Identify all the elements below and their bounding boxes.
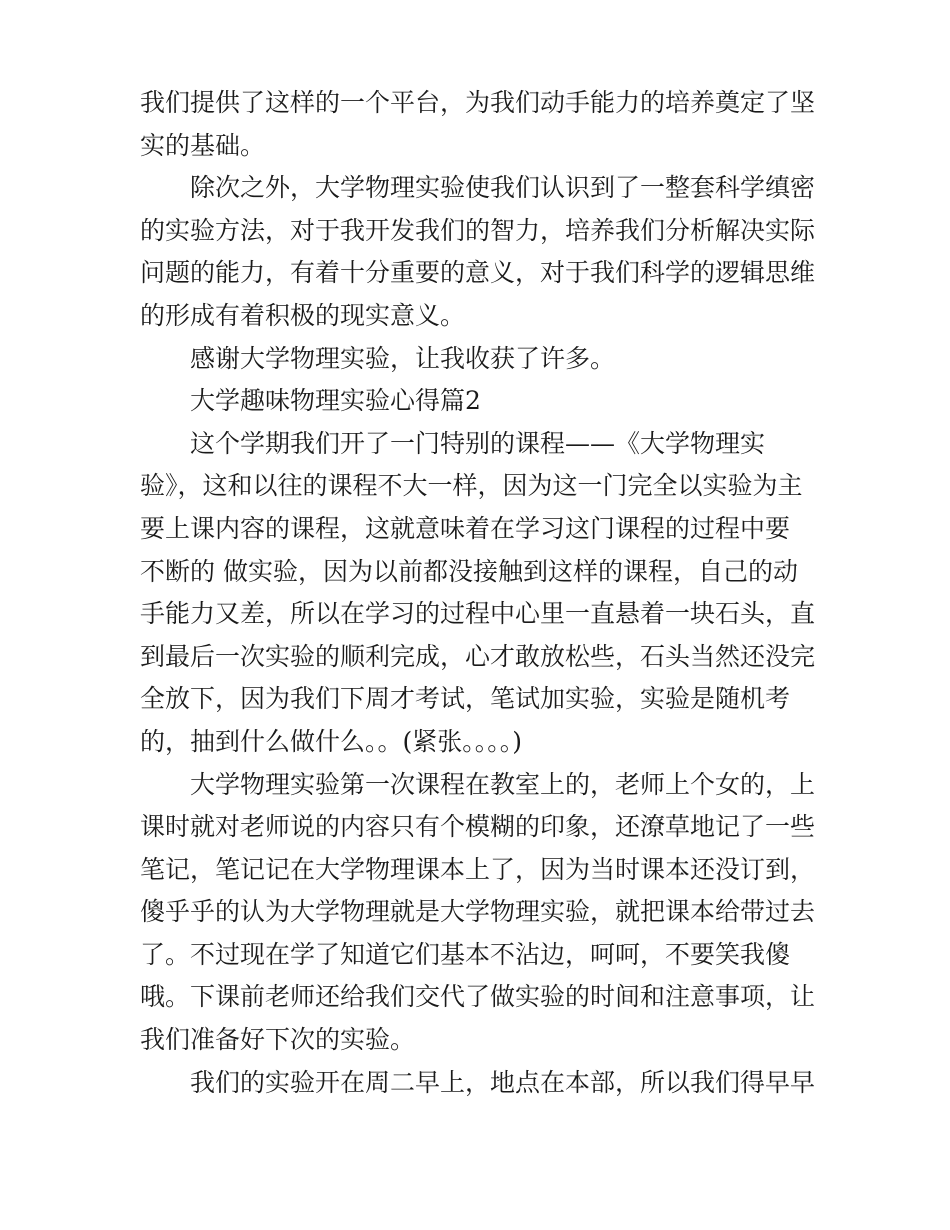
- text-line: 的实验方法，对于我开发我们的智力，培养我们分析解决实际: [140, 215, 816, 245]
- text-line: 我们准备好下次的实验。: [140, 1025, 416, 1055]
- text-line: 的，抽到什么做什么。。(紧张。。。。): [140, 726, 523, 756]
- text-line: 大学物理实验第一次课程在教室上的，老师上个女的，上: [190, 769, 816, 799]
- text-line: 要上课内容的课程，这就意味着在学习这门课程的过程中要: [140, 513, 791, 543]
- text-line: 问题的能力，有着十分重要的意义，对于我们科学的逻辑思维: [140, 258, 816, 288]
- text-line: 我们的实验开在周二早上，地点在本部，所以我们得早早: [190, 1067, 816, 1097]
- text-line: 全放下，因为我们下周才考试，笔试加实验，实验是随机考: [140, 684, 791, 714]
- text-line: 手能力又差，所以在学习的过程中心里一直悬着一块石头，直: [140, 599, 816, 629]
- text-line: 感谢大学物理实验，让我收获了许多。: [190, 343, 616, 373]
- text-line: 大学趣味物理实验心得篇2: [190, 386, 481, 416]
- document-body: [140, 82, 816, 1104]
- text-line: 除次之外，大学物理实验使我们认识到了一整套科学缜密: [190, 173, 816, 203]
- text-line: 了。不过现在学了知道它们基本不沾边，呵呵，不要笑我傻: [140, 939, 791, 969]
- text-line: 课时就对老师说的内容只有个模糊的印象，还潦草地记了一些: [140, 812, 816, 842]
- text-line: 到最后一次实验的顺利完成，心才敢放松些，石头当然还没完: [140, 641, 816, 671]
- text-line: 验》，这和以往的课程不大一样，因为这一门完全以实验为主: [140, 471, 803, 501]
- text-line: 的形成有着积极的现实意义。: [140, 300, 466, 330]
- text-line: 哦。下课前老师还给我们交代了做实验的时间和注意事项，让: [140, 982, 816, 1012]
- text-line: 我们提供了这样的一个平台，为我们动手能力的培养奠定了坚: [140, 88, 816, 117]
- text-line: 不断的 做实验，因为以前都没接触到这样的课程，自己的动: [140, 556, 798, 586]
- text-line: 实的基础。: [140, 130, 266, 160]
- text-line: 傻乎乎的认为大学物理就是大学物理实验，就把课本给带过去: [140, 897, 816, 927]
- text-line: 这个学期我们开了一门特别的课程——《大学物理实: [190, 428, 766, 458]
- text-line: 笔记，笔记记在大学物理课本上了，因为当时课本还没订到，: [140, 854, 816, 884]
